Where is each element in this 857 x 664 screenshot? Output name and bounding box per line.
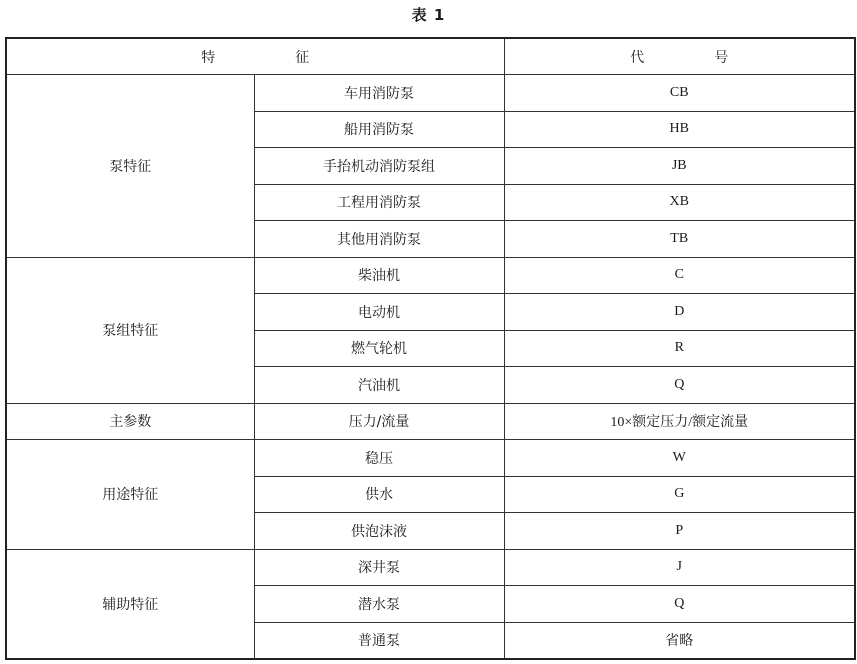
group-name-cell: 泵特征 [6, 75, 254, 258]
feature-item-cell: 电动机 [254, 294, 504, 331]
table-row [6, 403, 855, 440]
header-code-char-2: 号 [714, 49, 729, 66]
feature-item-cell: 潜水泵 [254, 586, 504, 623]
feature-item-cell: 手抬机动消防泵组 [254, 148, 504, 185]
feature-item-cell: 普通泵 [254, 622, 504, 659]
code-cell: TB [504, 221, 855, 258]
feature-item-cell: 船用消防泵 [254, 111, 504, 148]
code-cell: J [504, 549, 855, 586]
feature-code-table [5, 37, 856, 660]
code-cell: R [504, 330, 855, 367]
header-row [6, 38, 855, 75]
group-name-cell: 辅助特征 [6, 549, 254, 659]
table-row [6, 549, 855, 586]
header-feature-char-2: 征 [295, 49, 310, 66]
feature-item-cell: 汽油机 [254, 367, 504, 404]
code-cell: XB [504, 184, 855, 221]
table-body [6, 75, 855, 660]
feature-item-cell: 柴油机 [254, 257, 504, 294]
feature-item-cell: 稳压 [254, 440, 504, 477]
feature-item-cell: 深井泵 [254, 549, 504, 586]
group-name-cell: 用途特征 [6, 440, 254, 550]
header-code [504, 38, 855, 75]
code-cell: 10×额定压力/额定流量 [504, 403, 855, 440]
table-row [6, 75, 855, 112]
group-name-cell: 泵组特征 [6, 257, 254, 403]
header-feature [6, 38, 504, 75]
code-cell: Q [504, 367, 855, 404]
feature-item-cell: 供水 [254, 476, 504, 513]
code-cell: Q [504, 586, 855, 623]
code-cell: 省略 [504, 622, 855, 659]
header-feature-char-1: 特 [201, 49, 216, 66]
feature-item-cell: 车用消防泵 [254, 75, 504, 112]
code-cell: P [504, 513, 855, 550]
code-cell: W [504, 440, 855, 477]
table-row [6, 440, 855, 477]
feature-item-cell: 压力/流量 [254, 403, 504, 440]
table-row [6, 257, 855, 294]
table-caption: 表 1 [411, 6, 446, 24]
feature-item-cell: 供泡沫液 [254, 513, 504, 550]
code-cell: JB [504, 148, 855, 185]
feature-item-cell: 燃气轮机 [254, 330, 504, 367]
code-cell: C [504, 257, 855, 294]
code-cell: HB [504, 111, 855, 148]
feature-item-cell: 工程用消防泵 [254, 184, 504, 221]
header-code-char-1: 代 [630, 49, 645, 66]
code-cell: G [504, 476, 855, 513]
code-cell: D [504, 294, 855, 331]
group-name-cell: 主参数 [6, 403, 254, 440]
code-cell: CB [504, 75, 855, 112]
feature-item-cell: 其他用消防泵 [254, 221, 504, 258]
